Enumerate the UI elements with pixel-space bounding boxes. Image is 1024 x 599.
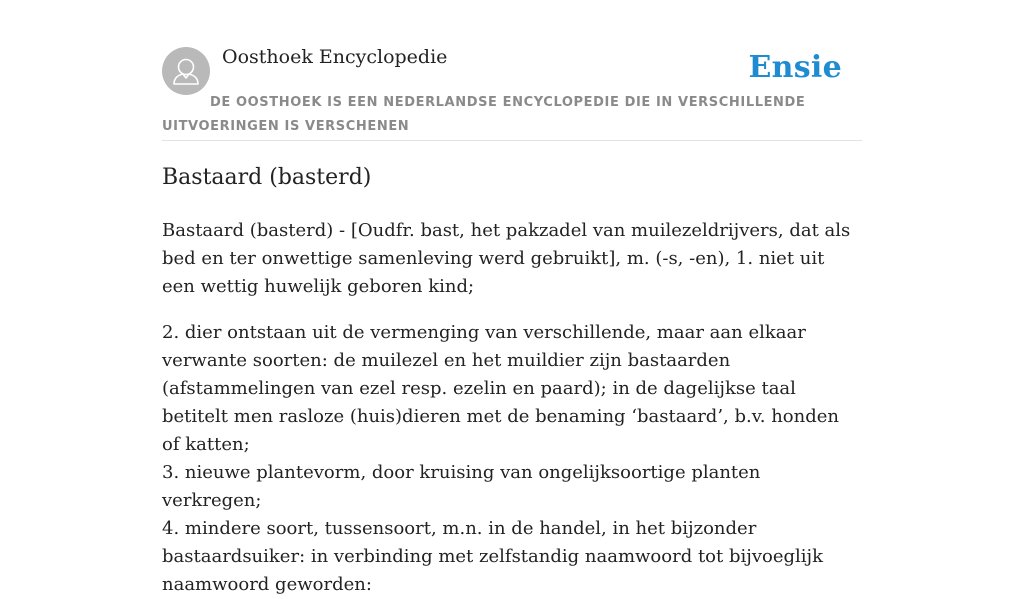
article-paragraph: Bastaard (basterd) - [Oudfr. bast, het pakzadel van muilezeldrijvers, dat als bed en ter onwettige samenleving werd gebruikt], m. (-s, -en), 1. niet uit een wettig huwelijk geboren kind; bbox=[162, 220, 851, 297]
article bbox=[162, 160, 862, 599]
source-title[interactable]: Oosthoek Encyclopedie bbox=[222, 46, 448, 68]
definition-item: 3. nieuwe plantevorm, door kruising van ongelijksoortige planten verkregen; bbox=[162, 462, 761, 511]
user-icon bbox=[162, 47, 210, 95]
article-title: Bastaard (basterd) bbox=[162, 165, 372, 190]
article-definitions bbox=[162, 319, 862, 599]
definition-item: 4. mindere soort, tussensoort, m.n. in de handel, in het bijzonder bastaardsuiker: in verbinding met zelfstandig naamwoord tot bijvoeglijk naamwoord geworden: bbox=[162, 518, 824, 595]
avatar[interactable] bbox=[162, 47, 210, 95]
page-header bbox=[162, 40, 862, 141]
brand-logo[interactable]: Ensie bbox=[748, 50, 842, 85]
definition-item: 2. dier ontstaan uit de vermenging van verschillende, maar aan elkaar verwante soorten: de muilezel en het muildier zijn bastaarden (afstammelingen van ezel resp. ezelin en paard); in de dagelijkse taal betitelt men rasloze (huis)dieren met de benaming ‘bastaard’, b.v. honden of katten; bbox=[162, 322, 839, 455]
source-description: DE OOSTHOEK IS EEN NEDERLANDSE ENCYCLOPEDIE DIE IN VERSCHILLENDE UITVOERINGEN IS VERSCHENEN bbox=[162, 95, 806, 134]
